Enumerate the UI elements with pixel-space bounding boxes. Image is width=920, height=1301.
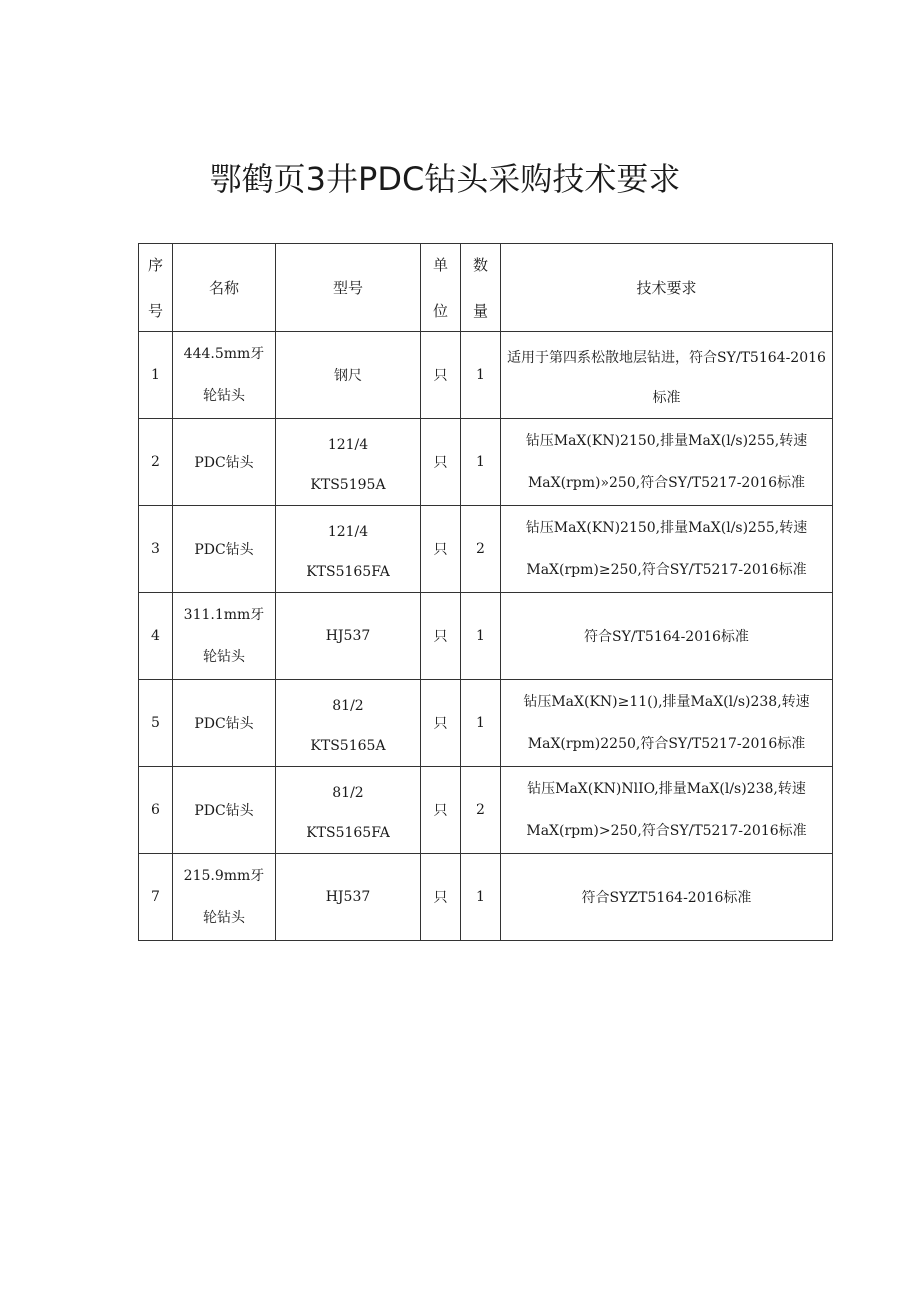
header-qty-line1: 数 — [472, 255, 488, 274]
cell-seq: 6 — [139, 767, 173, 854]
header-requirements: 技术要求 — [501, 244, 833, 332]
cell-requirements — [501, 419, 833, 506]
cell-model — [276, 332, 421, 419]
header-model: 型号 — [276, 244, 421, 332]
cell-seq: 7 — [139, 854, 173, 941]
cell-model-line2: KTS5165A — [310, 738, 386, 754]
table-row — [139, 854, 833, 941]
cell-name: PDC钻头 — [173, 680, 276, 767]
cell-model-line2: KTS5195A — [310, 477, 386, 493]
table-row — [139, 767, 833, 854]
cell-name: PDC钻头 — [173, 767, 276, 854]
header-unit-line2: 位 — [432, 301, 448, 320]
cell-model-line1: 121/4 — [327, 437, 369, 453]
cell-name — [173, 854, 276, 941]
cell-model — [276, 419, 421, 506]
cell-model: HJ537 — [276, 593, 421, 680]
header-seq-line1: 序 — [147, 255, 163, 274]
cell-name — [173, 332, 276, 419]
table-row — [139, 593, 833, 680]
cell-unit: 只 — [421, 593, 461, 680]
cell-requirements: 符合SY/T5164-2016标准 — [501, 593, 833, 680]
cell-requirements: 符合SYZT5164-2016标准 — [501, 854, 833, 941]
cell-qty: 1 — [461, 419, 501, 506]
table-row — [139, 506, 833, 593]
table-header-row — [139, 244, 833, 332]
cell-req-line2: MaX(rpm)2250,符合SY/T5217-2016标准 — [527, 736, 806, 752]
cell-seq: 1 — [139, 332, 173, 419]
cell-name: PDC钻头 — [173, 506, 276, 593]
cell-model-line1: 81/2 — [332, 698, 364, 714]
cell-seq: 4 — [139, 593, 173, 680]
cell-name-line2: 轮钻头 — [203, 910, 245, 926]
cell-seq: 3 — [139, 506, 173, 593]
cell-req-line2: MaX(rpm)>250,符合SY/T5217-2016标准 — [526, 823, 807, 839]
cell-name — [173, 593, 276, 680]
cell-requirements — [501, 767, 833, 854]
cell-model-line2: KTS5165FA — [306, 564, 390, 580]
cell-qty: 1 — [461, 680, 501, 767]
cell-model — [276, 767, 421, 854]
cell-model: HJ537 — [276, 854, 421, 941]
cell-name-line1: 444.5mm牙 — [183, 346, 265, 362]
cell-model — [276, 680, 421, 767]
cell-qty: 1 — [461, 332, 501, 419]
cell-seq: 5 — [139, 680, 173, 767]
cell-unit: 只 — [421, 680, 461, 767]
cell-name-line2: 轮钻头 — [203, 649, 245, 665]
cell-requirements — [501, 506, 833, 593]
cell-model-line1: 121/4 — [327, 524, 369, 540]
cell-model — [276, 506, 421, 593]
procurement-spec-table — [138, 243, 833, 941]
header-qty-line2: 量 — [472, 301, 488, 320]
cell-req-line1: 钻压MaX(KN)2150,排量MaX(l/s)255,转速 — [525, 520, 808, 536]
cell-req-line2: MaX(rpm)»250,符合SY/T5217-2016标准 — [527, 475, 806, 491]
cell-unit: 只 — [421, 506, 461, 593]
cell-req-line1: 适用于第四系松散地层钻进，符合SY/T5164-2016 — [507, 350, 826, 366]
cell-requirements — [501, 332, 833, 419]
cell-req-line1: 钻压MaX(KN)NlIO,排量MaX(l/s)238,转速 — [527, 781, 806, 797]
cell-unit: 只 — [421, 854, 461, 941]
header-unit — [421, 244, 461, 332]
header-seq — [139, 244, 173, 332]
cell-model-line1: 81/2 — [332, 785, 364, 801]
cell-qty: 1 — [461, 854, 501, 941]
cell-req-line2: 标准 — [652, 390, 681, 406]
cell-req-line2: MaX(rpm)≥250,符合SY/T5217-2016标准 — [526, 562, 807, 578]
cell-model-line1: 钢尺 — [334, 368, 362, 384]
cell-name-line1: 311.1mm牙 — [183, 607, 265, 623]
table-row — [139, 332, 833, 419]
cell-name: PDC钻头 — [173, 419, 276, 506]
table-row — [139, 680, 833, 767]
page-title: 鄂鹤页3井PDC钻头采购技术要求 — [209, 160, 681, 198]
cell-qty: 2 — [461, 506, 501, 593]
cell-qty: 1 — [461, 593, 501, 680]
cell-model-line2: KTS5165FA — [306, 825, 390, 841]
header-unit-line1: 单 — [432, 255, 448, 274]
cell-qty: 2 — [461, 767, 501, 854]
cell-name-line1: 215.9mm牙 — [183, 868, 265, 884]
cell-unit: 只 — [421, 767, 461, 854]
cell-req-line1: 钻压MaX(KN)≥11(),排量MaX(l/s)238,转速 — [523, 694, 810, 710]
header-name: 名称 — [173, 244, 276, 332]
cell-req-line1: 钻压MaX(KN)2150,排量MaX(l/s)255,转速 — [525, 433, 808, 449]
cell-unit: 只 — [421, 332, 461, 419]
cell-requirements — [501, 680, 833, 767]
cell-name-line2: 轮钻头 — [203, 388, 245, 404]
table-row — [139, 419, 833, 506]
header-seq-line2: 号 — [147, 301, 163, 320]
cell-unit: 只 — [421, 419, 461, 506]
header-qty — [461, 244, 501, 332]
cell-seq: 2 — [139, 419, 173, 506]
